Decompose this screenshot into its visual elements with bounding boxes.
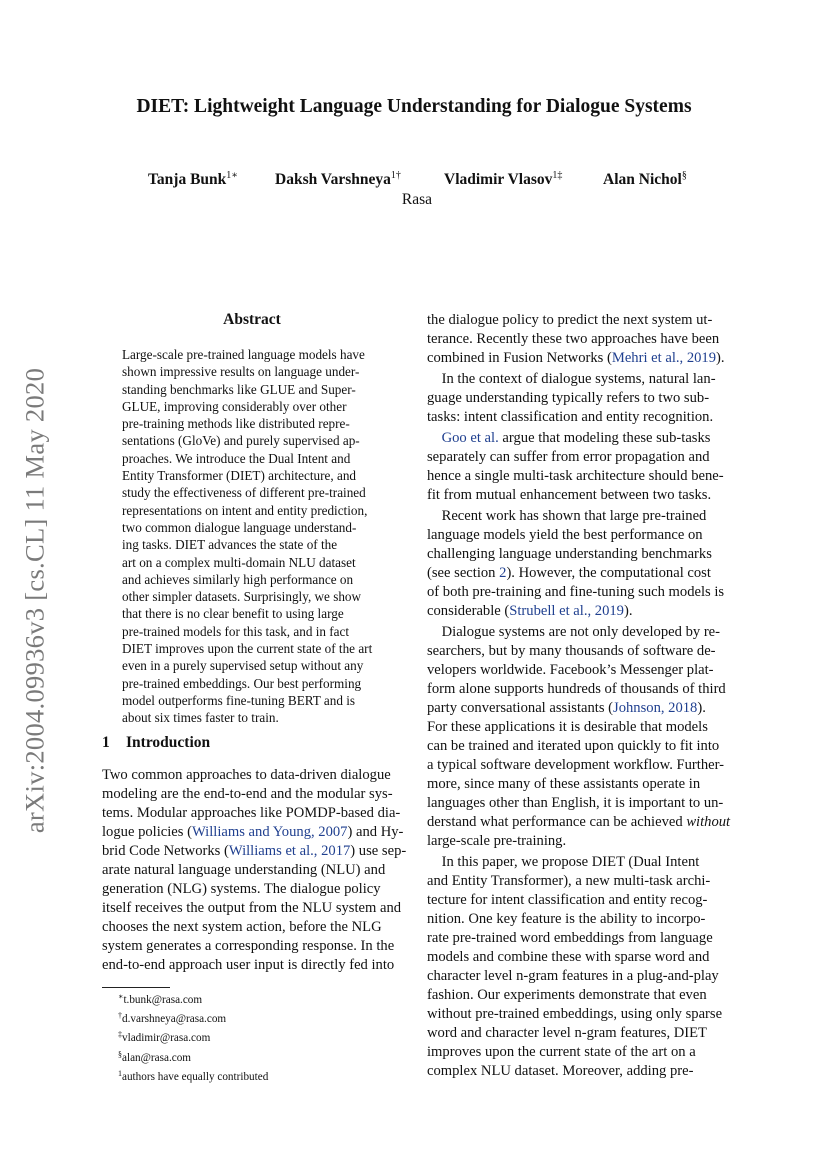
author-list	[148, 170, 708, 192]
footnote-mark: 1	[118, 1068, 122, 1078]
citation-link[interactable]: Mehri et al., 2019	[611, 350, 717, 366]
abstract-line: two common dialogue language understand-	[122, 519, 357, 535]
affiliation: Rasa	[401, 191, 433, 208]
text-line: tecture for intent classification and entity recog-	[427, 892, 708, 908]
text-line: rate pre-trained word embeddings from language	[427, 930, 713, 946]
text-line: improves upon the current state of the art on a	[427, 1044, 696, 1060]
text-line: a typical software development workflow. Further-	[427, 757, 725, 773]
abstract-body	[122, 346, 382, 727]
text-line: form alone supports hundreds of thousands of third	[427, 681, 726, 697]
text-line: modeling are the end-to-end and the modular sys-	[102, 786, 393, 802]
abstract-line: model outperforms fine-tuning BERT and is	[122, 692, 356, 708]
footnotes	[118, 989, 268, 1085]
footnote-text: d.varshneya@rasa.com	[122, 1013, 227, 1026]
abstract-line: shown impressive results on language under-	[122, 364, 360, 380]
text-line: can be trained and iterated upon quickly to fit into	[427, 738, 720, 754]
citation-link[interactable]: Johnson, 2018	[613, 700, 698, 716]
text-line: complex NLU dataset. Moreover, adding pre-	[427, 1063, 694, 1079]
abstract-line: Entity Transformer (DIET) architecture, and	[122, 468, 357, 484]
text-line: party conversational assistants (Johnson, 2018).	[427, 700, 706, 716]
author-name: Daksh Varshneya$^{1\dagger}$	[275, 170, 401, 188]
text-line: challenging language understanding benchmarks	[427, 546, 712, 562]
text-line: combined in Fusion Networks (Mehri et al., 2019).	[427, 350, 725, 366]
abstract-line: pre-trained embeddings. Our best performing	[122, 675, 362, 691]
text-line: considerable (Strubell et al., 2019).	[427, 603, 633, 619]
abstract-line: DIET improves upon the current state of the art	[122, 641, 373, 657]
text-line: models and combine these with sparse word and	[427, 949, 710, 965]
abstract-line: ing tasks. DIET advances the state of the	[122, 537, 338, 553]
footnote-mark: ∗	[118, 992, 124, 1001]
abstract-line: and achieves similarly high performance on	[122, 571, 354, 587]
text-line: fit from mutual enhancement between two tasks.	[427, 487, 712, 503]
text-line: tasks: intent classification and entity recognition.	[427, 409, 714, 425]
text-line: guage understanding typically refers to two sub-	[427, 390, 710, 406]
text-line: tems. Modular approaches like POMDP-based dia-	[102, 805, 401, 821]
author-name: Tanja Bunk$^{1∗}$	[148, 170, 239, 188]
abstract-line: about six times faster to train.	[122, 710, 279, 726]
emphasis-text: without	[686, 814, 731, 830]
abstract-line: Large-scale pre-trained language models have	[122, 347, 365, 362]
citation-link[interactable]: Williams and Young, 2007	[191, 824, 348, 840]
author-name: Vladimir Vlasov$^{1\ddagger}$	[444, 170, 563, 188]
text-line: terance. Recently these two approaches have been	[427, 331, 720, 347]
abstract-line: representations on intent and entity prediction,	[122, 502, 368, 518]
text-line: fashion. Our experiments demonstrate that even	[427, 987, 707, 1003]
footnote-item	[118, 1066, 268, 1085]
paper-title: DIET: Lightweight Language Understanding for Dialogue Systems	[136, 96, 692, 117]
text-line: For these applications it is desirable that models	[427, 719, 708, 735]
footnote-text: alan@rasa.com	[122, 1051, 192, 1064]
text-line: hence a single multi-task architecture should bene-	[427, 468, 724, 484]
text-line: In this paper, we propose DIET (Dual Intent	[427, 854, 700, 870]
text-line: word and character level n-gram features, DIET	[427, 1025, 707, 1041]
text-line: language models yield the best performance on	[427, 527, 703, 543]
text-line: itself receives the output from the NLU system and	[102, 900, 402, 916]
section-heading: 1 Introduction	[102, 734, 211, 751]
text-line: languages other than English, it is important to un-	[427, 795, 724, 811]
abstract-line: that there is no clear benefit to using large	[122, 606, 344, 622]
text-line: without pre-trained embeddings, using only sparse	[427, 1006, 723, 1022]
citation-link[interactable]: Strubell et al., 2019	[509, 603, 624, 619]
text-line: (see section 2). However, the computational cost	[427, 565, 711, 581]
text-line: separately can suffer from error propagation and	[427, 449, 710, 465]
footnote-item	[118, 989, 268, 1008]
text-line: chooses the next system action, before the NLG	[102, 919, 382, 935]
text-line: character level n-gram features in a plug-and-play	[427, 968, 719, 984]
text-line: large-scale pre-training.	[427, 833, 567, 849]
abstract-line: study the effectiveness of different pre-trained	[122, 485, 366, 501]
introduction-body	[102, 766, 407, 975]
text-line: system generates a corresponding response. In the	[102, 938, 395, 954]
citation-link[interactable]: Goo et al.	[441, 430, 499, 446]
text-line: velopers worldwide. Facebook’s Messenger plat-	[427, 662, 714, 678]
footnote-mark: †	[118, 1011, 122, 1021]
abstract-line: GLUE, improving considerably over other	[122, 398, 347, 414]
abstract-line: sentations (GloVe) and purely supervised ap-	[122, 433, 360, 449]
abstract-line: pre-trained models for this task, and in fact	[122, 623, 350, 639]
text-line: nition. One key feature is the ability to incorpo-	[427, 911, 706, 927]
text-line: and Entity Transformer), a new multi-task archi-	[427, 873, 711, 889]
citation-link[interactable]: 2	[499, 565, 507, 581]
footnote-mark: ‡	[118, 1030, 122, 1040]
text-line: end-to-end approach user input is directly fed into	[102, 957, 395, 973]
footnote-mark: §	[118, 1049, 122, 1059]
text-line: searchers, but by many thousands of software de-	[427, 643, 716, 659]
abstract-heading: Abstract	[223, 311, 281, 328]
right-column-body	[427, 311, 732, 1081]
footnote-text: vladimir@rasa.com	[122, 1032, 211, 1045]
footnote-item	[118, 1008, 268, 1027]
citation-link[interactable]: Williams et al., 2017	[228, 843, 351, 859]
text-line: logue policies (Williams and Young, 2007) and Hy-	[102, 824, 404, 840]
text-line: Goo et al. argue that modeling these sub-tasks	[441, 430, 711, 446]
text-line: arate natural language understanding (NLU) and	[102, 862, 386, 878]
abstract-line: standing benchmarks like GLUE and Super-	[122, 381, 356, 397]
text-line: generation (NLG) systems. The dialogue policy	[102, 881, 381, 897]
footnote-rule	[102, 987, 170, 988]
text-line: Two common approaches to data-driven dialogue	[102, 767, 391, 783]
text-line: derstand what performance can be achieved without	[427, 814, 731, 830]
footnote-item	[118, 1047, 268, 1066]
footnote-text: t.bunk@rasa.com	[123, 994, 203, 1006]
text-line: brid Code Networks (Williams et al., 2017) use sep-	[102, 843, 407, 859]
abstract-line: other simpler datasets. Surprisingly, we show	[122, 589, 362, 605]
author-name: Alan Nichol§	[603, 170, 687, 188]
footnote-item	[118, 1027, 268, 1046]
abstract-line: even in a purely supervised setup without any	[122, 658, 364, 674]
text-line: more, since many of these assistants operate in	[427, 776, 701, 792]
abstract-line: pre-training methods like distributed repre-	[122, 416, 350, 432]
abstract-line: proaches. We introduce the Dual Intent and	[122, 450, 351, 466]
text-line: In the context of dialogue systems, natural lan-	[427, 371, 716, 387]
text-line: of both pre-training and fine-tuning such models is	[427, 584, 725, 600]
arxiv-identifier: arXiv:2004.09936v3 [cs.CL] 11 May 2020	[19, 367, 50, 834]
footnote-text: authors have equally contributed	[122, 1070, 269, 1083]
text-line: Recent work has shown that large pre-trained	[427, 508, 707, 524]
text-line: Dialogue systems are not only developed by re-	[427, 624, 721, 640]
text-line: the dialogue policy to predict the next system ut-	[427, 312, 713, 328]
abstract-line: art on a complex multi-domain NLU dataset	[122, 554, 356, 570]
